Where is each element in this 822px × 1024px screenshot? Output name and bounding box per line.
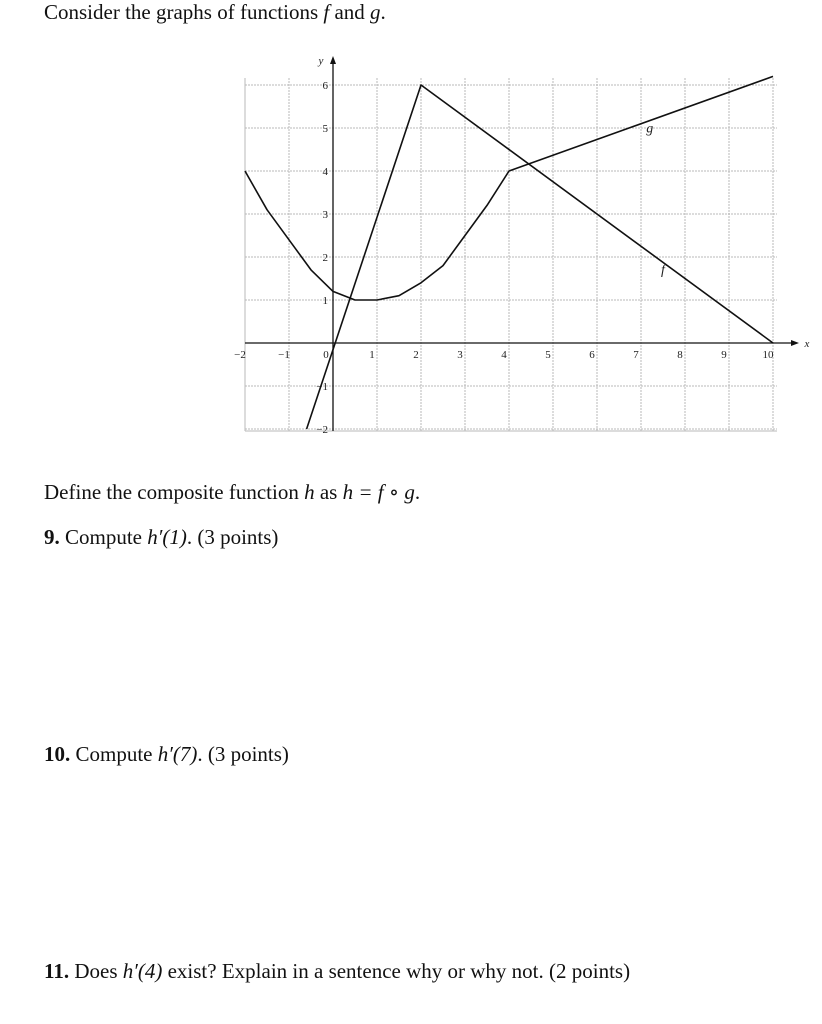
x-tick-label: −1 — [278, 349, 290, 361]
question-10-expr: h′(7) — [157, 742, 198, 766]
define-expr: h = f ∘ g — [342, 480, 415, 504]
question-11-text-2: exist? Explain in a sentence why or why not. (2 points) — [162, 959, 631, 983]
x-tick-label: 0 — [323, 349, 329, 361]
question-10-text-2: . (3 points) — [197, 742, 289, 766]
y-tick-label: 4 — [322, 166, 328, 178]
y-tick-label: 2 — [322, 252, 328, 264]
x-tick-label: 3 — [457, 349, 463, 361]
question-10-number: 10. — [44, 742, 71, 766]
y-axis-label: y — [318, 55, 324, 67]
intro-line — [44, 0, 386, 25]
define-text-3: . — [414, 480, 421, 504]
y-tick-label: 5 — [322, 123, 328, 135]
y-tick-label: 3 — [322, 209, 328, 221]
y-tick-label: 6 — [322, 80, 328, 92]
x-tick-label: 2 — [413, 349, 419, 361]
x-tick-label: 1 — [369, 349, 375, 361]
series-g-label: g — [646, 121, 654, 137]
x-axis-label: x — [804, 338, 810, 350]
question-9-text-1: Compute — [59, 525, 148, 549]
question-11-expr: h′(4) — [122, 959, 163, 983]
question-11 — [44, 959, 630, 984]
y-tick-label: −2 — [316, 424, 328, 436]
question-10 — [44, 742, 289, 767]
intro-text-2: and — [329, 0, 371, 24]
define-text-2: as — [314, 480, 343, 504]
question-10-text-1: Compute — [70, 742, 158, 766]
axes — [245, 55, 810, 431]
intro-g: g — [370, 0, 381, 24]
x-axis-arrow — [791, 340, 799, 346]
x-tick-label: 9 — [721, 349, 727, 361]
define-line — [44, 480, 420, 505]
series-f-label: f — [661, 263, 665, 279]
question-11-text-1: Does — [69, 959, 123, 983]
question-9 — [44, 525, 278, 550]
x-tick-label: 4 — [501, 349, 507, 361]
x-tick-label: 5 — [545, 349, 551, 361]
question-11-number: 11. — [44, 959, 70, 983]
question-9-text-2: . (3 points) — [186, 525, 279, 549]
define-text-1: Define the composite function — [44, 480, 305, 504]
question-9-expr: h′(1) — [147, 525, 187, 549]
x-tick-label: 7 — [633, 349, 639, 361]
y-tick-label: 1 — [322, 295, 328, 307]
x-tick-label: 8 — [677, 349, 683, 361]
x-tick-label: −2 — [234, 349, 246, 361]
intro-text-1: Consider the graphs of functions — [44, 0, 324, 24]
question-9-number: 9. — [44, 525, 60, 549]
define-h: h — [304, 480, 315, 504]
y-tick-label: −1 — [316, 381, 328, 393]
x-tick-label: 10 — [762, 349, 774, 361]
intro-f: f — [323, 0, 330, 24]
x-tick-label: 6 — [589, 349, 595, 361]
tick-labels — [234, 80, 774, 436]
y-axis-arrow — [330, 56, 336, 64]
intro-text-3: . — [380, 0, 386, 24]
function-graph — [225, 48, 810, 448]
